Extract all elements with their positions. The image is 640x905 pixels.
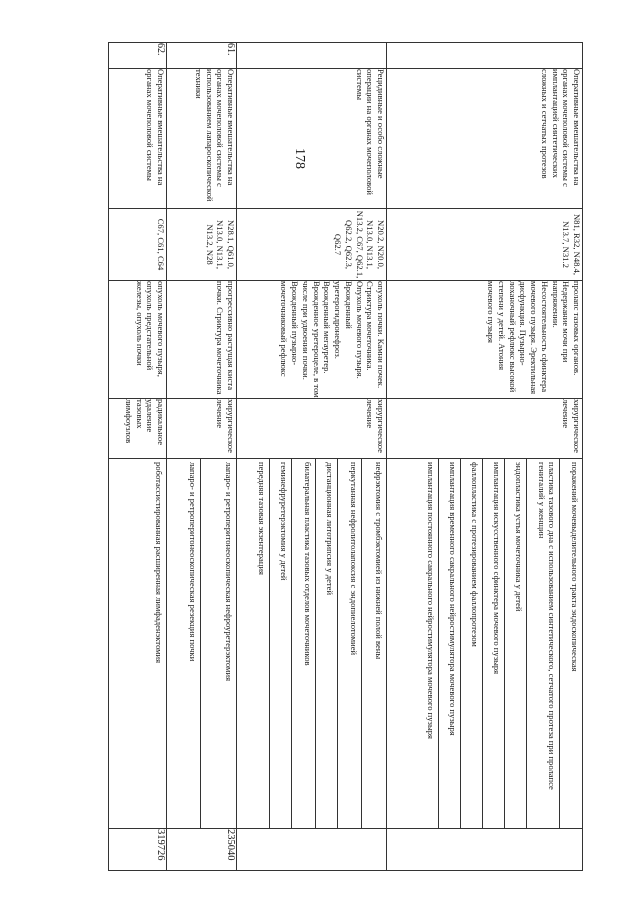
price: 235040	[167, 829, 237, 871]
patient-model: опухоль мочевого пузыря, опухоль предстательной железы, опухоль почки	[109, 281, 167, 399]
page-number: 178	[292, 148, 307, 169]
price: 319726	[109, 829, 167, 871]
price	[237, 829, 387, 871]
method-item: лапаро- и ретроперитонеоскопическая нефроуретерэктомия	[224, 462, 234, 682]
patient-model: опухоль почки. Камни почек. Стриктура мочеточника. Опухоль мочевого пузыря. Врожденный уретерогидронефроз. Врожденный мегауретер. Врожденное уретероцеле, в том числе при удвоении почки. Врожденный пузырно-мочеточниковый рефлюкс	[237, 281, 387, 399]
method-item: дистанционная литотрипсия у детей	[316, 459, 338, 828]
methods-list	[237, 459, 386, 828]
methods-cell	[237, 459, 387, 829]
methods-list	[167, 459, 236, 828]
row-number	[237, 43, 387, 69]
method-item: билатеральная пластика тазовых отделов мочеточников	[292, 459, 316, 828]
method-item: имплантация временного сакрального нейростимулятора мочевого пузыря	[439, 459, 461, 828]
group-name: Оперативные вмешательства на органах мочеполовой системы с имплантацией синтетических сложных и сетчатых протезов	[387, 69, 583, 209]
row-number: 62.	[109, 43, 167, 69]
method-item: имплантация искусственного сфинктера мочевого пузыря	[483, 459, 505, 828]
patient-model: пролапс тазовых органов. Недержание мочи при напряжении. Несостоятельность сфинктера мочевого пузыря. Эректильная дисфункция. Пузырно-лоханочный рефлюкс высокой степени у детей. Атония мочевого пузыря	[387, 281, 583, 399]
icd-codes: C67, C61, C64	[109, 209, 167, 281]
group-name: Оперативные вмешательства на органах мочеполовой системы	[109, 69, 167, 209]
icd-codes: N28.1, Q61.0, N13.0, N13.1, N13.2, N28	[167, 209, 237, 281]
methods-list	[109, 459, 166, 828]
table-row	[109, 43, 167, 871]
price	[387, 829, 583, 871]
method-item: нефрэктомия с тромбэктомией из нижней полой вены	[374, 462, 384, 660]
table-row	[237, 43, 387, 871]
method-item: роботассистированная расширенная лимфаденэктомия	[154, 462, 164, 664]
patient-model: прогрессивно растущая киста почки. Стриктура мочеточника	[167, 281, 237, 399]
icd-codes: N20.2, N20.0, N13.0, N13.1, N13.2, C67, Q62.1, Q62.2, Q62.3, Q62.7	[237, 209, 387, 281]
procedures-table	[108, 42, 583, 871]
methods-cell	[167, 459, 237, 829]
treatment-type: хирургическое лечение	[237, 399, 387, 459]
table-row	[167, 43, 237, 871]
method-item: лапаро- и ретроперитонеоскопическая резекция почки	[167, 459, 201, 828]
method-item: фаллопластика с протезированием фаллопротезом	[461, 459, 483, 828]
group-name: Оперативные вмешательства на органах мочеполовой системы с использованием лапароскопической техники	[167, 69, 237, 209]
method-item: пластика тазового дна с использованием синтетического, сетчатого протеза при пролапсе гениталий у женщин	[527, 459, 560, 828]
methods-cell	[109, 459, 167, 829]
method-item: передняя тазовая экзентерация	[237, 459, 270, 828]
row-number	[387, 43, 583, 69]
rotated-table-wrapper	[109, 42, 583, 870]
row-number: 61.	[167, 43, 237, 69]
method-item: эндопластика устья мочеточника у детей	[505, 459, 527, 828]
table-row	[387, 43, 583, 871]
method-item: имплантация постоянного сакрального нейростимулятора мочевого пузыря	[387, 459, 439, 828]
method-item: поражений мочевыделительного тракта эндоскопическая	[570, 462, 580, 672]
method-item: перкутанная нефролитолапоксия с эндопиелотомией	[338, 459, 362, 828]
treatment-type: хирургическое лечение	[387, 399, 583, 459]
treatment-type: хирургическое лечение	[167, 399, 237, 459]
group-name: Рецидивные и особо сложные операции на органах мочеполовой системы	[237, 69, 387, 209]
methods-list	[387, 459, 582, 828]
method-item: геминефруретерэктомия у детей	[270, 459, 292, 828]
icd-codes: N81, R32, N48.4, N13.7, N31.2	[387, 209, 583, 281]
methods-cell	[387, 459, 583, 829]
treatment-type: радикальное удаление тазовых лимфоузлов	[109, 399, 167, 459]
